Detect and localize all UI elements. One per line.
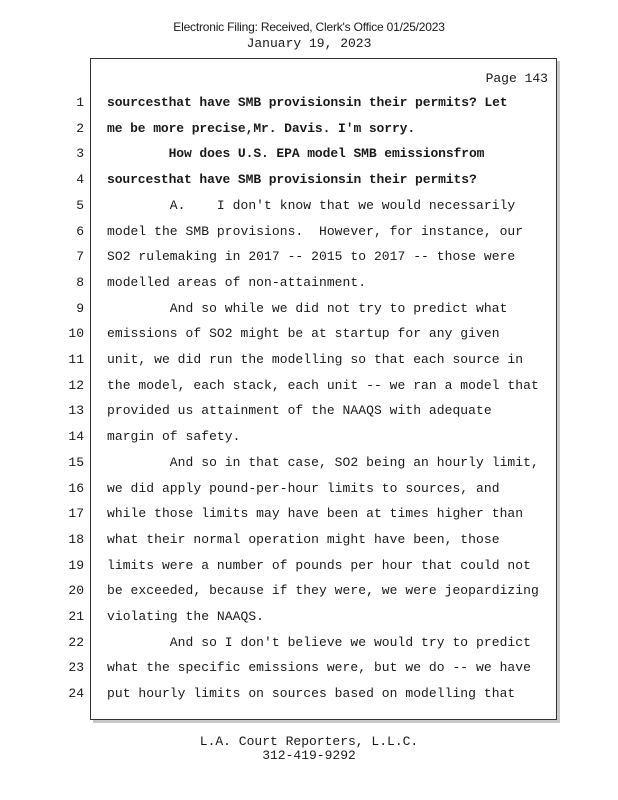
answer-line: we did apply pound-per-hour limits to sources, and [107, 480, 500, 496]
line-number: 18 [68, 531, 84, 547]
line-number: 1 [76, 95, 84, 110]
answer-line: emissions of SO2 might be at startup for any given [107, 326, 500, 342]
line-number: 5 [76, 197, 84, 213]
answer-line: be exceeded, because if they were, we were jeopardizing [107, 583, 539, 599]
line-number: 17 [68, 506, 84, 522]
transcript-date: January 19, 2023 [246, 36, 372, 51]
answer-line: put hourly limits on sources based on modelling that [107, 686, 516, 702]
line-number: 9 [76, 300, 84, 316]
answer-line: margin of safety. [107, 429, 241, 445]
line-number: 22 [68, 634, 84, 650]
answer-line: the model, each stack, each unit -- we ran a model that [107, 377, 539, 393]
reporter-company: L.A. Court Reporters, L.L.C. [199, 734, 419, 749]
line-number: 14 [68, 429, 84, 445]
reporter-phone: 312-419-9292 [262, 748, 356, 763]
answer-line: what the specific emissions were, but we do -- we have [107, 660, 531, 676]
answer-line: A. I don't know that we would necessarily [107, 197, 516, 213]
question-line: sourcesthat have SMB provisionsin their permits? [107, 172, 477, 188]
line-number: 11 [68, 352, 84, 367]
line-number: 10 [68, 326, 84, 342]
answer-line: limits were a number of pounds per hour that could not [107, 557, 531, 573]
line-number: 6 [76, 223, 84, 239]
page-number: Page 143 [485, 71, 548, 86]
line-number: 16 [68, 480, 84, 496]
line-number: 13 [68, 403, 84, 419]
line-number: 8 [76, 274, 84, 290]
answer-line: And so while we did not try to predict what [107, 300, 508, 316]
answer-line: what their normal operation might have been, those [107, 531, 500, 547]
line-number: 2 [76, 120, 84, 136]
answer-line: while those limits may have been at times higher than [107, 506, 524, 522]
question-line: sourcesthat have SMB provisionsin their permits? Let [107, 95, 508, 110]
answer-line: model the SMB provisions. However, for instance, our [107, 223, 524, 239]
line-number: 15 [68, 454, 84, 470]
line-number: 21 [68, 609, 84, 624]
line-number: 7 [76, 249, 84, 265]
question-line: me be more precise,Mr. Davis. I'm sorry. [107, 120, 416, 136]
answer-line: violating the NAAQS. [107, 609, 265, 624]
answer-line: SO2 rulemaking in 2017 -- 2015 to 2017 -- those were [107, 249, 516, 265]
line-number: 3 [76, 146, 84, 162]
answer-line: And so I don't believe we would try to predict [107, 634, 531, 650]
line-number: 24 [68, 686, 84, 702]
line-number: 12 [68, 377, 84, 393]
line-number: 23 [68, 660, 84, 676]
answer-line: And so in that case, SO2 being an hourly limit, [107, 454, 539, 470]
answer-line: modelled areas of non-attainment. [107, 274, 367, 290]
question-line: How does U.S. EPA model SMB emissionsfrom [107, 146, 485, 162]
line-number: 4 [76, 172, 84, 188]
line-number: 19 [68, 557, 84, 573]
answer-line: provided us attainment of the NAAQS with adequate [107, 403, 492, 419]
line-number: 20 [68, 583, 84, 599]
filing-stamp: Electronic Filing: Received, Clerk's Office 01/25/2023 [173, 20, 445, 34]
answer-line: unit, we did run the modelling so that each source in [107, 352, 524, 367]
